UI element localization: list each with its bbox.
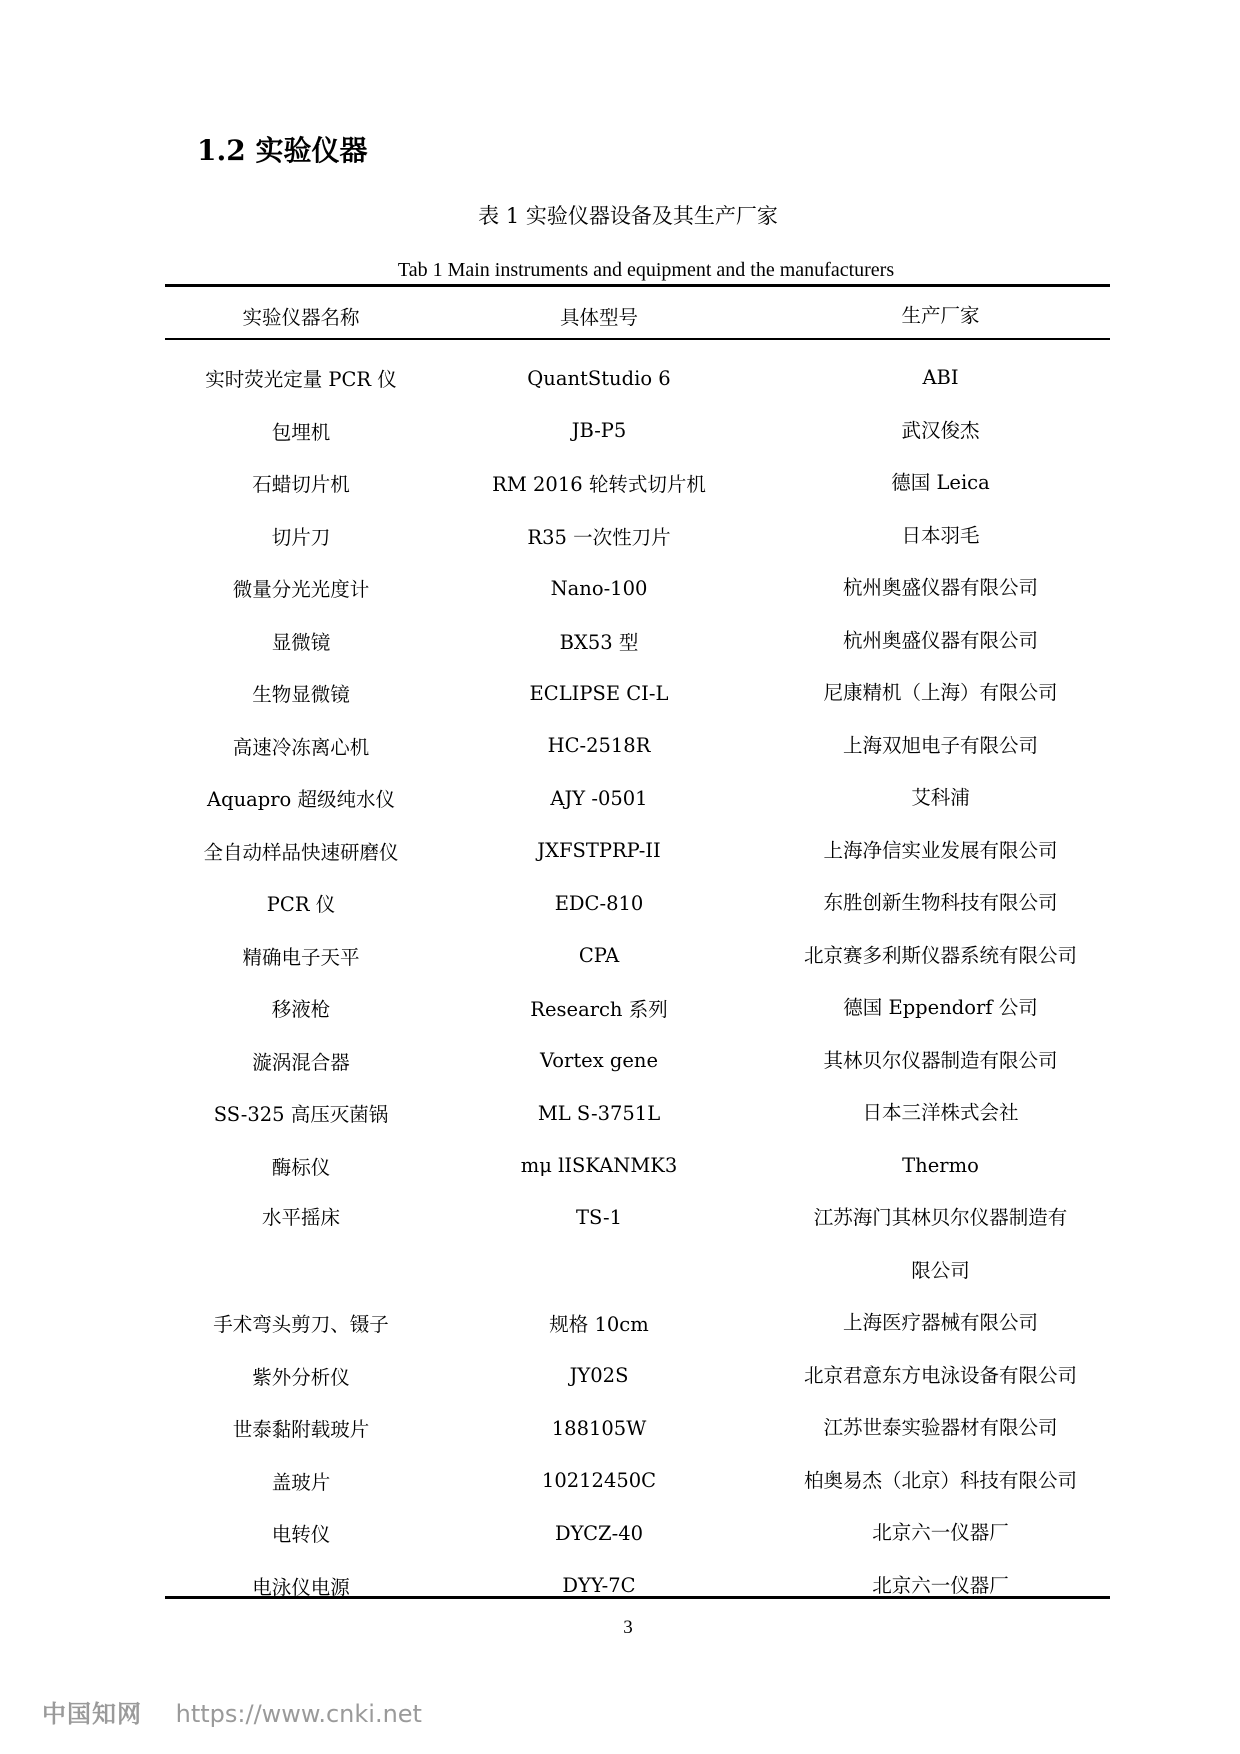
table-row — [165, 1297, 1110, 1350]
instrument-name-cell: 酶标仪 — [271, 1155, 331, 1179]
instrument-name-cell: 全自动样品快速研磨仪 — [203, 840, 399, 864]
manufacturer-cell: 江苏世泰实验器材有限公司 — [823, 1416, 1058, 1439]
header-model: 具体型号 — [559, 306, 638, 329]
cnki-watermark — [42, 1694, 422, 1729]
table-caption-english: Tab 1 Main instruments and equipment and the manufacturers — [397, 259, 895, 281]
model-cell: TS-1 — [575, 1206, 623, 1229]
instrument-name-cell: 显微镜 — [271, 630, 331, 654]
model-cell: JY02S — [569, 1364, 629, 1388]
table-row — [165, 1035, 1110, 1088]
instrument-name-cell: 盖玻片 — [271, 1470, 331, 1494]
instrument-name-cell: 移液枪 — [271, 998, 331, 1022]
model-cell: Vortex gene — [539, 1049, 659, 1073]
instrument-name-cell: 生物显微镜 — [252, 683, 350, 707]
page-number: 3 — [623, 1617, 633, 1638]
instrument-name-cell: PCR 仪 — [266, 893, 336, 917]
model-cell: 188105W — [551, 1416, 647, 1440]
watermark-url: https://www.cnki.net — [175, 1700, 422, 1728]
table-row — [165, 1455, 1110, 1508]
manufacturer-cell: 尼康精机（上海）有限公司 — [823, 681, 1058, 704]
model-cell: mμ lISKANMK3 — [520, 1154, 678, 1178]
table-row — [165, 352, 1110, 405]
instrument-name-cell: SS-325 高压灭菌锅 — [213, 1103, 389, 1127]
watermark-brand: 中国知网 — [42, 1700, 142, 1728]
manufacturer-cell: 北京六一仪器厂 — [872, 1521, 1009, 1544]
section-heading: 1.2 实验仪器 — [197, 134, 368, 167]
model-cell: JXFSTPRP-II — [537, 839, 661, 863]
instrument-name-cell: 电泳仪电源 — [252, 1575, 350, 1599]
manufacturer-cell: 日本羽毛 — [901, 523, 980, 547]
table-header — [165, 297, 1110, 335]
table-row — [165, 1507, 1110, 1560]
instrument-name-cell: Aquapro 超级纯水仪 — [207, 788, 395, 812]
header-manufacturer: 生产厂家 — [901, 303, 980, 327]
instrument-name-cell: 世泰黏附载玻片 — [232, 1418, 370, 1442]
table-row — [165, 1560, 1110, 1613]
table-top-rule — [165, 284, 1110, 287]
manufacturer-cell: 北京赛多利斯仪器系统有限公司 — [803, 943, 1077, 967]
table-row — [165, 562, 1110, 615]
table-row — [165, 405, 1110, 458]
manufacturer-cell: 武汉俊杰 — [901, 418, 980, 442]
instrument-name-cell: 切片刀 — [271, 525, 331, 549]
manufacturer-cell: 江苏海门其林贝尔仪器制造有限公司 — [813, 1206, 1068, 1282]
table-row — [165, 982, 1110, 1035]
model-cell: 规格 10cm — [549, 1313, 649, 1337]
table-header-row — [165, 297, 1110, 335]
model-cell: RM 2016 轮转式切片机 — [492, 473, 706, 497]
manufacturer-cell: 其林贝尔仪器制造有限公司 — [823, 1048, 1058, 1072]
instrument-name-cell: 高速冷冻离心机 — [232, 735, 370, 759]
model-cell: DYCZ-40 — [554, 1521, 644, 1545]
table-row — [165, 1192, 1110, 1297]
table-row — [165, 877, 1110, 930]
table-row — [165, 1087, 1110, 1140]
manufacturer-cell: 东胜创新生物科技有限公司 — [823, 891, 1058, 914]
table-body — [165, 352, 1110, 1612]
header-instrument-name: 实验仪器名称 — [242, 306, 360, 329]
model-cell: ECLIPSE CI-L — [529, 681, 669, 705]
table-row — [165, 772, 1110, 825]
instrument-name-cell: 电转仪 — [271, 1523, 331, 1547]
table-row — [165, 930, 1110, 983]
model-cell: QuantStudio 6 — [527, 366, 671, 390]
instrument-name-cell: 水平摇床 — [261, 1206, 340, 1229]
instrument-name-cell: 紫外分析仪 — [252, 1365, 350, 1389]
instrument-name-cell: 精确电子天平 — [242, 945, 360, 969]
model-cell: JB-P5 — [571, 419, 627, 443]
manufacturer-cell: 艾科浦 — [911, 786, 970, 809]
model-cell: BX53 型 — [559, 630, 639, 654]
table-row — [165, 457, 1110, 510]
table-row — [165, 720, 1110, 773]
manufacturer-cell: 北京六一仪器厂 — [872, 1573, 1009, 1597]
model-cell: R35 一次性刀片 — [527, 525, 671, 549]
table-row — [165, 615, 1110, 668]
model-cell: EDC-810 — [554, 891, 644, 915]
manufacturer-cell: 杭州奥盛仪器有限公司 — [842, 576, 1038, 599]
manufacturer-cell: 上海医疗器械有限公司 — [842, 1311, 1038, 1334]
model-cell: Research 系列 — [530, 998, 668, 1022]
model-cell: HC-2518R — [547, 734, 651, 758]
instrument-name-cell: 实时荧光定量 PCR 仪 — [205, 368, 397, 392]
table-row — [165, 825, 1110, 878]
manufacturer-cell: 杭州奥盛仪器有限公司 — [842, 628, 1038, 652]
manufacturer-cell: 上海净信实业发展有限公司 — [823, 838, 1058, 862]
manufacturer-cell: 德国 Eppendorf 公司 — [843, 996, 1038, 1019]
model-cell: AJY -0501 — [550, 786, 648, 810]
manufacturer-cell: 上海双旭电子有限公司 — [842, 733, 1038, 757]
manufacturer-cell: 日本三洋株式会社 — [862, 1101, 1019, 1124]
instrument-name-cell: 手术弯头剪刀、镊子 — [213, 1313, 389, 1337]
model-cell: 10212450C — [541, 1469, 657, 1493]
table-row — [165, 1350, 1110, 1403]
model-cell: ML S-3751L — [537, 1101, 661, 1125]
table-row — [165, 510, 1110, 563]
manufacturer-cell: ABI — [922, 366, 959, 389]
table-row — [165, 1402, 1110, 1455]
model-cell: Nano-100 — [550, 576, 648, 600]
model-cell: CPA — [578, 944, 620, 968]
manufacturer-cell: 德国 Leica — [891, 471, 990, 494]
table-caption-chinese: 表 1 实验仪器设备及其生产厂家 — [478, 204, 778, 228]
manufacturer-cell: Thermo — [902, 1153, 979, 1177]
model-cell: DYY-7C — [562, 1574, 636, 1598]
table-row — [165, 1140, 1110, 1193]
table-row — [165, 667, 1110, 720]
instrument-name-cell: 包埋机 — [271, 420, 331, 444]
instrument-name-cell: 漩涡混合器 — [252, 1050, 350, 1074]
manufacturer-cell: 柏奥易杰（北京）科技有限公司 — [803, 1468, 1077, 1492]
instrument-name-cell: 石蜡切片机 — [252, 473, 350, 497]
instrument-name-cell: 微量分光光度计 — [232, 578, 370, 602]
manufacturer-cell: 北京君意东方电泳设备有限公司 — [803, 1363, 1077, 1387]
